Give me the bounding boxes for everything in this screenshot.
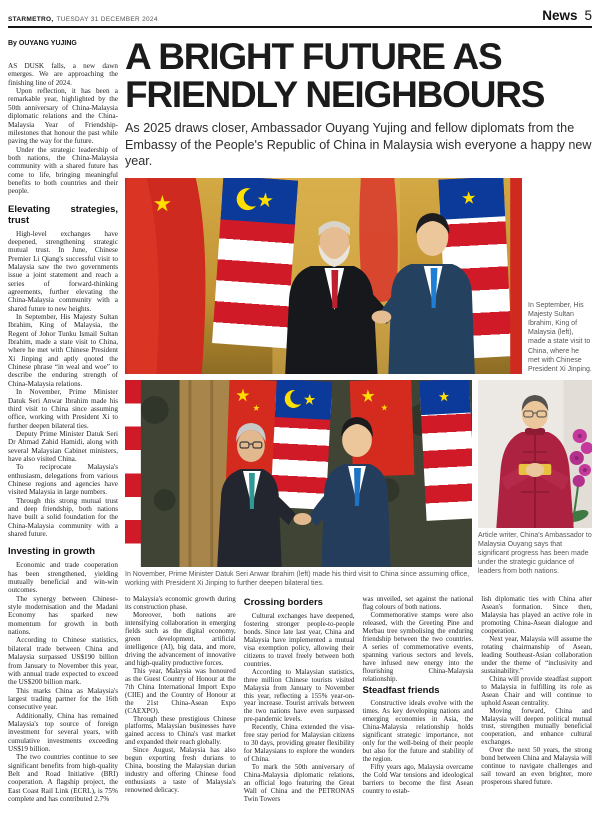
section-label: News xyxy=(542,8,578,23)
body-paragraph: AS DUSK falls, a new dawn emerges. We are approaching the finishing line of 2024. xyxy=(8,62,118,87)
body-paragraph: Moreover, both nations are intensifying collaboration in emerging fields such as the digital economy, green development, artificial intelligence (AI), big data, and more, driving the advancement of innovative and high-quality productive forces. xyxy=(125,610,236,667)
body-paragraph: According to Malaysian statistics, three million Chinese tourists visited Malaysia from January to November this year, reflecting a 155% year-on-year increase. Tourist arrivals between the two nations have even surpassed pre-pandemic levels. xyxy=(243,667,355,724)
body-paragraph: This marks China as Malaysia's largest trading partner for the 16th consecutive year. xyxy=(8,686,118,712)
photo-ambassador-portrait xyxy=(478,380,592,528)
body-paragraph: Fifty years ago, Malaysia overcame the Cold War tensions and ideological barriers to become the first Asean country to estab- xyxy=(362,763,474,796)
section-heading: Elevating strategies, trust xyxy=(8,203,118,226)
body-paragraph: was unveiled, set against the national flag colours of both nations. xyxy=(362,595,474,611)
main-area xyxy=(125,38,592,820)
photo-row-1 xyxy=(125,178,592,374)
body-paragraph: Recently, China extended the visa-free stay period for Malaysian citizens to 30 days, providing greater flexibility for Malaysians to explore the wonders of China. xyxy=(243,723,355,764)
masthead-right xyxy=(542,8,592,23)
section-heading: Crossing borders xyxy=(243,596,323,608)
column-1-text xyxy=(8,62,118,803)
column-4-text xyxy=(363,596,474,804)
masthead-date: TUESDAY 31 DECEMBER 2024 xyxy=(56,16,158,23)
body-paragraph: Under the strategic leadership of both nations, the China-Malaysia community with a shared future has come to life, bringing meaningful benefits to both countries and their people. xyxy=(8,145,118,196)
body-paragraph: Next year, Malaysia will assume the rotating chairmanship of Asean, leading Southeast-Asian collaboration under the theme of “inclusivity and sustainability.” xyxy=(481,634,592,675)
photo-row-2 xyxy=(125,380,592,588)
body-paragraph: Additionally, China has remained Malaysia's top source of foreign investment for several years, with cumulative investments exceeding US$19 billion. xyxy=(8,711,118,753)
body-paragraph: China will provide steadfast support to Malaysia in fulfilling its role as Asean Chair and will continue to uphold Asean centrality. xyxy=(481,674,592,707)
photo2-block xyxy=(125,380,472,588)
portrait-block xyxy=(478,380,592,588)
section-heading: Steadfast friends xyxy=(362,684,440,696)
section-heading: Investing in growth xyxy=(8,546,96,558)
photo-ambassador-illustration xyxy=(478,380,592,528)
photo2-caption: In November, Prime Minister Datuk Seri Anwar Ibrahim (left) made his third visit to China since assuming office, working with President Xi Jinping to further deepen bilateral ties. xyxy=(125,570,470,587)
masthead-bar xyxy=(8,8,592,28)
body-paragraph: To reciprocate Malaysia's enthusiasm, delegations from various Chinese regions and agencies have visited Malaysia in large numbers. xyxy=(8,463,118,497)
body-paragraph: Over the next 50 years, the strong bond between China and Malaysia will continue to navigate challenges and sail toward an even brighter, more prosperous shared future. xyxy=(481,746,592,787)
body-paragraph: According to Chinese statistics, bilateral trade between China and Malaysia surpassed US$190 billion from January to November this year, with annual trade expected to exceed the US$200 billion mark. xyxy=(8,636,118,687)
body-paragraph: to Malaysia's economic growth during its construction phase. xyxy=(125,595,236,611)
body-paragraph: Constructive ideals evolve with the times. As key developing nations and emerging economies in Asia, the China-Malaysia relationship holds significant strategic importance, not only for the well-being of their people but also for the future and stability of the region. xyxy=(362,699,474,764)
masthead-title: STARMETRO, xyxy=(8,16,54,23)
masthead-left xyxy=(8,16,158,23)
photo-sultan-xi-handshake xyxy=(125,178,522,374)
body-paragraph: In November, Prime Minister Datuk Seri Anwar Ibrahim made his third visit to China since assuming office, working with President Xi to further deepen bilateral ties. xyxy=(8,388,118,430)
photo-anwar-xi-illustration xyxy=(125,380,472,567)
column-5-text xyxy=(481,596,592,804)
photo1-caption: In September, His Majesty Sultan Ibrahim, King of Malaysia (left), made a state visit to China, where he met with Chinese President Xi Jinping. xyxy=(528,302,592,373)
body-paragraph: Cultural exchanges have deepened, fostering stronger people-to-people bonds. Since late last year, China and Malaysia have implemented a mutual visa exemption policy, allowing their citizens to travel freely between both countries. xyxy=(243,611,355,668)
photo-sultan-xi-illustration xyxy=(125,178,522,374)
photo3-caption: Article writer, China's Ambassador to Malaysia Ouyang says that significant progress has been made under the strategic guidance of leaders from both nations. xyxy=(478,531,592,576)
body-paragraph: To mark the 50th anniversary of China-Malaysia diplomatic relations, an official logo featuring the Great Wall of China and the PETRONAS Twin Towers xyxy=(243,763,355,804)
body-paragraph: The two countries continue to see significant benefits from high-quality Belt and Road Initiative (BRI) cooperation. A flagship project, the East Coast Rail Link (ECRL), is 75% complete and has contributed 2.7% xyxy=(8,753,118,803)
photo-anwar-xi-handshake xyxy=(125,380,472,567)
headline-line-1: A BRIGHT FUTURE AS xyxy=(125,38,502,77)
standfirst: As 2025 draws closer, Ambassador Ouyang Yujing and fellow diplomats from the Embassy of the People's Republic of China in Malaysia wish everyone a happy new year. xyxy=(125,121,592,168)
body-paragraph: High-level exchanges have deepened, strengthening strategic mutual trust. In June, Chinese Premier Li Qiang's successful visit to Malaysia saw the two governments issue a joint statement and reach a series of forward-thinking agreements, further elevating the China-Malaysia community with a shared future to new heights. xyxy=(8,229,118,313)
body-paragraph: Moving forward, China and Malaysia will deepen political mutual trust, strengthen mutually beneficial cooperation, and enhance cultural exchanges. xyxy=(481,706,592,747)
body-paragraph: Through this strong mutual trust and deep friendship, both nations have built a solid foundation for the China-Malaysia community with a shared future. xyxy=(8,496,118,539)
body-paragraph: This year, Malaysia was honoured as the Guest Country of Honour at the 7th China International Import Expo (CIIE) and the Country of Honour at the 21st China-Asean Expo (CAEXPO). xyxy=(125,666,236,715)
body-paragraph: Through these prestigious Chinese platforms, Malaysian businesses have gained access to China's vast market and expanded their reach globally. xyxy=(125,714,236,747)
body-paragraph: lish diplomatic ties with China after Asean's formation. Since then, Malaysia has played an active role in promoting China-Asean dialogue and cooperation. xyxy=(481,595,592,635)
body-paragraph: Deputy Prime Minister Datuk Seri Dr Ahmad Zahid Hamidi, along with several Malaysian Cabinet ministers, have also visited China. xyxy=(8,429,118,463)
body-paragraph: Upon reflection, it has been a remarkable year, highlighted by the 50th anniversary of China-Malaysia diplomatic relations and the China-Malaysia Year of Friendship-milestones that honour the past while paving the way for the future. xyxy=(8,87,118,146)
body-paragraph: Commemorative stamps were also released, with the Greeting Pine and Merbau tree symbolising the enduring friendship between the two countries. A series of commemorative events, spanning various sectors and levels, have infused new energy into the flourishing China-Malaysia relationship. xyxy=(362,610,474,683)
left-column xyxy=(8,38,118,820)
page-content xyxy=(8,38,592,820)
bottom-columns xyxy=(125,596,592,804)
body-paragraph: The synergy between Chinese-style modernisation and the Madani Economy has sparked new momentum for growth in both nations. xyxy=(8,594,118,637)
headline-line-2: FRIENDLY NEIGHBOURS xyxy=(125,73,545,115)
body-paragraph: In September, His Majesty Sultan Ibrahim, King of Malaysia, the Regent of Johor Tunku Ismail Sultan Ibrahim, made a state visit to China, where he met with Chinese President Xi Jinping and aptly quoted the Chinese phrase “in weal and woe” to describe the enduring strength of China-Malaysia relations. xyxy=(8,313,118,388)
column-3-text xyxy=(244,596,355,804)
byline: By OUYANG YUJING xyxy=(8,40,77,47)
body-paragraph: Since August, Malaysia has also begun exporting fresh durians to China, boosting the Malaysian durian industry and offering Chinese food enthusiasts a taste of Malaysia's renowned delicacy. xyxy=(125,746,236,795)
page-number: 5 xyxy=(584,8,592,23)
headline xyxy=(125,38,592,113)
column-2-text xyxy=(125,596,236,804)
body-paragraph: Economic and trade cooperation has been strengthened, yielding mutually beneficial and win-win outcomes. xyxy=(8,561,118,595)
